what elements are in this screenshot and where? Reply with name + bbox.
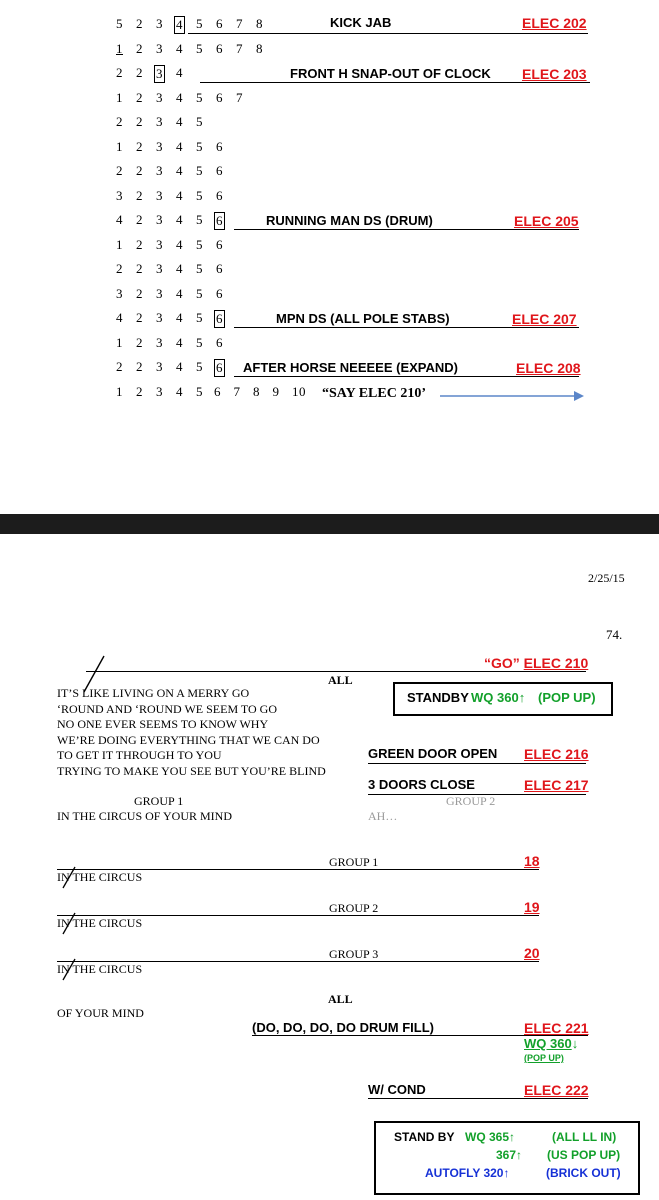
cue-rule xyxy=(188,33,588,34)
arrow-down-icon: ↓ xyxy=(571,1036,579,1051)
group-heading: GROUP 2 xyxy=(329,901,379,915)
cue-number: ELEC 221 xyxy=(524,1020,589,1036)
lyrics-block xyxy=(57,686,326,779)
count-number: 4 xyxy=(176,187,183,203)
cue-number: ELEC 202 xyxy=(522,15,587,31)
count-number: 6 xyxy=(216,16,223,31)
page-divider xyxy=(0,514,659,534)
count-number: 4 xyxy=(176,212,183,227)
wq-number: 367 xyxy=(496,1148,517,1162)
count-number: 5 xyxy=(196,89,203,105)
count-number: 4 xyxy=(176,163,183,178)
wq-cue xyxy=(465,1129,515,1146)
count-number: 5 xyxy=(196,334,203,350)
count-number: 3 xyxy=(156,261,163,276)
count-number: 5 xyxy=(196,285,203,301)
arrow-up-icon: ↑ xyxy=(503,1166,510,1180)
arrow-up-icon: ↑ xyxy=(516,1148,523,1162)
cue-label-mpn: MPN DS (ALL POLE STABS) xyxy=(276,311,450,326)
count-number: 2 xyxy=(136,334,143,350)
count-number: 6 xyxy=(216,40,223,56)
count-number: 1 xyxy=(116,236,123,252)
count-number: 7 xyxy=(236,89,243,105)
lyric-line: ‘ROUND AND ‘ROUND WE SEEM TO GO xyxy=(57,701,278,716)
count-number: 3 xyxy=(156,236,163,252)
wq-note: (POP UP) xyxy=(538,690,596,705)
standby-box xyxy=(393,682,613,716)
go-cue xyxy=(484,655,588,671)
count-number: 6 xyxy=(216,187,223,203)
count-number: 7 xyxy=(236,40,243,56)
green-door-label: GREEN DOOR OPEN xyxy=(368,746,498,761)
count-number: 4 xyxy=(176,383,183,399)
count-number: 6 xyxy=(216,213,223,228)
lyric-line: NO ONE EVER SEEMS TO KNOW WHY xyxy=(57,717,269,731)
count-number: 4 xyxy=(176,285,183,301)
count-number: 6 xyxy=(216,89,223,105)
count-number: 3 xyxy=(156,66,163,81)
count-number: 8 xyxy=(256,16,263,31)
count-number: 3 xyxy=(116,187,123,203)
cue-label-kick-jab: KICK JAB xyxy=(330,15,392,30)
count-number: 2 xyxy=(136,359,143,374)
count-number: 2 xyxy=(116,261,123,276)
count-number: 2 xyxy=(136,16,143,31)
count-number: 2 xyxy=(136,236,143,252)
count-number: 2 xyxy=(136,163,143,178)
count-number: 7 xyxy=(233,383,241,399)
count-number: 1 xyxy=(116,40,123,56)
wq-cue xyxy=(524,1036,578,1051)
count-number: 5 xyxy=(196,138,203,154)
count-number: 6 xyxy=(216,285,223,301)
all-heading: ALL xyxy=(328,673,353,687)
autofly-note: (BRICK OUT) xyxy=(546,1166,621,1180)
count-number: 2 xyxy=(136,40,143,56)
count-number: 3 xyxy=(156,285,163,301)
go-word: “GO” xyxy=(484,655,520,671)
count-number: 8 xyxy=(256,40,263,56)
autofly-cue xyxy=(425,1165,509,1182)
count-number: 4 xyxy=(176,310,183,325)
count-number: 3 xyxy=(156,114,163,129)
count-number: 6 xyxy=(216,138,223,154)
cue-label-front-h: FRONT H SNAP-OUT OF CLOCK xyxy=(290,66,491,81)
count-number: 5 xyxy=(196,236,203,252)
count-number: 2 xyxy=(136,114,143,129)
count-number: 2 xyxy=(136,261,143,276)
count-number: 5 xyxy=(196,187,203,203)
count-number: 4 xyxy=(176,334,183,350)
count-number: 6 xyxy=(216,311,223,326)
count-number: 3 xyxy=(156,187,163,203)
count-number: 6 xyxy=(216,163,223,178)
count-number: 9 xyxy=(272,383,280,399)
count-number: 6 xyxy=(214,383,221,399)
group1-heading: GROUP 1 xyxy=(134,794,184,808)
cue-number: ELEC 210 xyxy=(523,655,589,671)
count-number: 3 xyxy=(156,359,163,374)
count-number: 2 xyxy=(116,114,123,129)
count-number: 2 xyxy=(136,65,143,80)
autofly-number: AUTOFLY 320 xyxy=(425,1166,504,1180)
arrow-right-icon xyxy=(438,389,588,403)
count-number: 3 xyxy=(156,310,163,325)
count-number: 4 xyxy=(176,40,183,56)
count-number: 3 xyxy=(156,212,163,227)
count-number: 5 xyxy=(196,114,203,129)
arrow-up-icon: ↑ xyxy=(509,1130,516,1144)
cue-number: 18 xyxy=(524,853,540,869)
count-number: 3 xyxy=(156,89,163,105)
count-number: 4 xyxy=(176,138,183,154)
count-number: 6 xyxy=(216,261,223,276)
cue-number: 20 xyxy=(524,945,540,961)
cue-rule xyxy=(368,763,586,764)
count-number: 5 xyxy=(196,40,203,56)
cue-number: ELEC 205 xyxy=(514,213,579,229)
count-number: 2 xyxy=(136,89,143,105)
doors-close-label: 3 DOORS CLOSE xyxy=(368,777,475,792)
page-number: 74. xyxy=(606,627,623,642)
cue-rule xyxy=(368,1098,588,1099)
count-number: 4 xyxy=(176,65,183,80)
count-number: 5 xyxy=(116,16,123,31)
count-number: 4 xyxy=(176,89,183,105)
count-number: 6 xyxy=(216,360,223,375)
count-number: 2 xyxy=(136,187,143,203)
drum-fill-label: (DO, DO, DO, DO DRUM FILL) xyxy=(252,1020,434,1035)
arrow-up-icon: ↑ xyxy=(518,690,526,705)
cue-number: ELEC 216 xyxy=(524,746,589,762)
circus-lyric: IN THE CIRCUS xyxy=(57,870,143,884)
circus-lyric: IN THE CIRCUS xyxy=(57,916,143,930)
cue-number: ELEC 208 xyxy=(516,360,581,376)
wq-note: (ALL LL IN) xyxy=(552,1130,617,1144)
count-number: 10 xyxy=(292,383,306,399)
lyric-line: IT’S LIKE LIVING ON A MERRY GO xyxy=(57,686,250,700)
count-number: 2 xyxy=(116,65,123,80)
count-number: 3 xyxy=(156,334,163,350)
page-date: 2/25/15 xyxy=(588,571,625,585)
count-number: 3 xyxy=(156,40,163,56)
lyric-line: TRYING TO MAKE YOU SEE BUT YOU’RE BLIND xyxy=(57,763,326,778)
count-number: 2 xyxy=(136,383,143,399)
circus-lyric: IN THE CIRCUS xyxy=(57,962,143,976)
cue-label-after-horse: AFTER HORSE NEEEEE (EXPAND) xyxy=(243,360,459,375)
cue-rule xyxy=(234,229,579,230)
count-number: 2 xyxy=(116,359,123,374)
wq-number: WQ 360 xyxy=(471,690,519,705)
count-number: 1 xyxy=(116,334,123,350)
count-number: 5 xyxy=(196,163,203,178)
count-number: 8 xyxy=(253,383,260,399)
count-number: 4 xyxy=(116,310,123,325)
count-number: 1 xyxy=(116,138,123,154)
count-number: 2 xyxy=(136,138,143,154)
count-number: 4 xyxy=(176,236,183,252)
wq-number: WQ 360 xyxy=(524,1036,572,1051)
w-cond-label: W/ COND xyxy=(368,1082,426,1097)
group-heading: GROUP 1 xyxy=(329,855,379,869)
all-heading: ALL xyxy=(328,992,353,1006)
count-number: 7 xyxy=(236,16,243,31)
cue-rule xyxy=(200,82,590,83)
count-number: 5 xyxy=(196,261,203,276)
count-number: 1 xyxy=(116,383,123,399)
count-number: 5 xyxy=(196,16,203,31)
count-number: 6 xyxy=(216,236,223,252)
wq-cue xyxy=(496,1147,522,1164)
count-number: 3 xyxy=(116,285,123,301)
group1-lyric: IN THE CIRCUS OF YOUR MIND xyxy=(57,809,233,823)
say-elec-note: “SAY ELEC 210’ xyxy=(322,386,426,401)
count-number: 3 xyxy=(156,16,163,31)
cue-number: ELEC 203 xyxy=(522,66,587,82)
count-number: 4 xyxy=(176,114,183,129)
group2-heading: GROUP 2 xyxy=(446,794,496,808)
cue-number: ELEC 222 xyxy=(524,1082,589,1098)
lyric-line: TO GET IT THROUGH TO YOU xyxy=(57,748,222,762)
wq-note: (POP UP) xyxy=(524,1053,564,1063)
standby-label: STANDBY xyxy=(407,690,469,705)
standby-box-final xyxy=(374,1121,640,1195)
cue-number: ELEC 217 xyxy=(524,777,589,793)
count-number: 2 xyxy=(136,310,143,325)
wq-note: (US POP UP) xyxy=(547,1148,621,1162)
count-number: 2 xyxy=(136,285,143,301)
count-number: 3 xyxy=(156,383,163,399)
cue-label-running-man: RUNNING MAN DS (DRUM) xyxy=(266,213,433,228)
wq-cue xyxy=(471,690,525,705)
count-number: 3 xyxy=(156,138,163,154)
count-number: 5 xyxy=(196,383,203,399)
group2-lyric: AH… xyxy=(368,809,398,823)
count-number: 5 xyxy=(196,310,203,325)
final-lyric: OF YOUR MIND xyxy=(57,1006,144,1020)
go-rule xyxy=(86,671,586,672)
count-number: 3 xyxy=(156,163,163,178)
cue-rule xyxy=(234,376,579,377)
count-number: 4 xyxy=(176,17,183,32)
group-heading: GROUP 3 xyxy=(329,947,379,961)
count-number: 4 xyxy=(176,359,183,374)
standby-label: STAND BY xyxy=(394,1130,455,1144)
cue-rule xyxy=(234,327,579,328)
wq-number: WQ 365 xyxy=(465,1130,510,1144)
count-number: 6 xyxy=(216,334,223,350)
count-number: 4 xyxy=(116,212,123,227)
count-number: 1 xyxy=(116,89,123,105)
count-number: 2 xyxy=(136,212,143,227)
count-number: 4 xyxy=(176,261,183,276)
count-number: 5 xyxy=(196,212,203,227)
count-number: 5 xyxy=(196,359,203,374)
count-number: 2 xyxy=(116,163,123,178)
cue-number: 19 xyxy=(524,899,540,915)
lyric-line: WE’RE DOING EVERYTHING THAT WE CAN DO xyxy=(57,732,320,747)
cue-number: ELEC 207 xyxy=(512,311,577,327)
